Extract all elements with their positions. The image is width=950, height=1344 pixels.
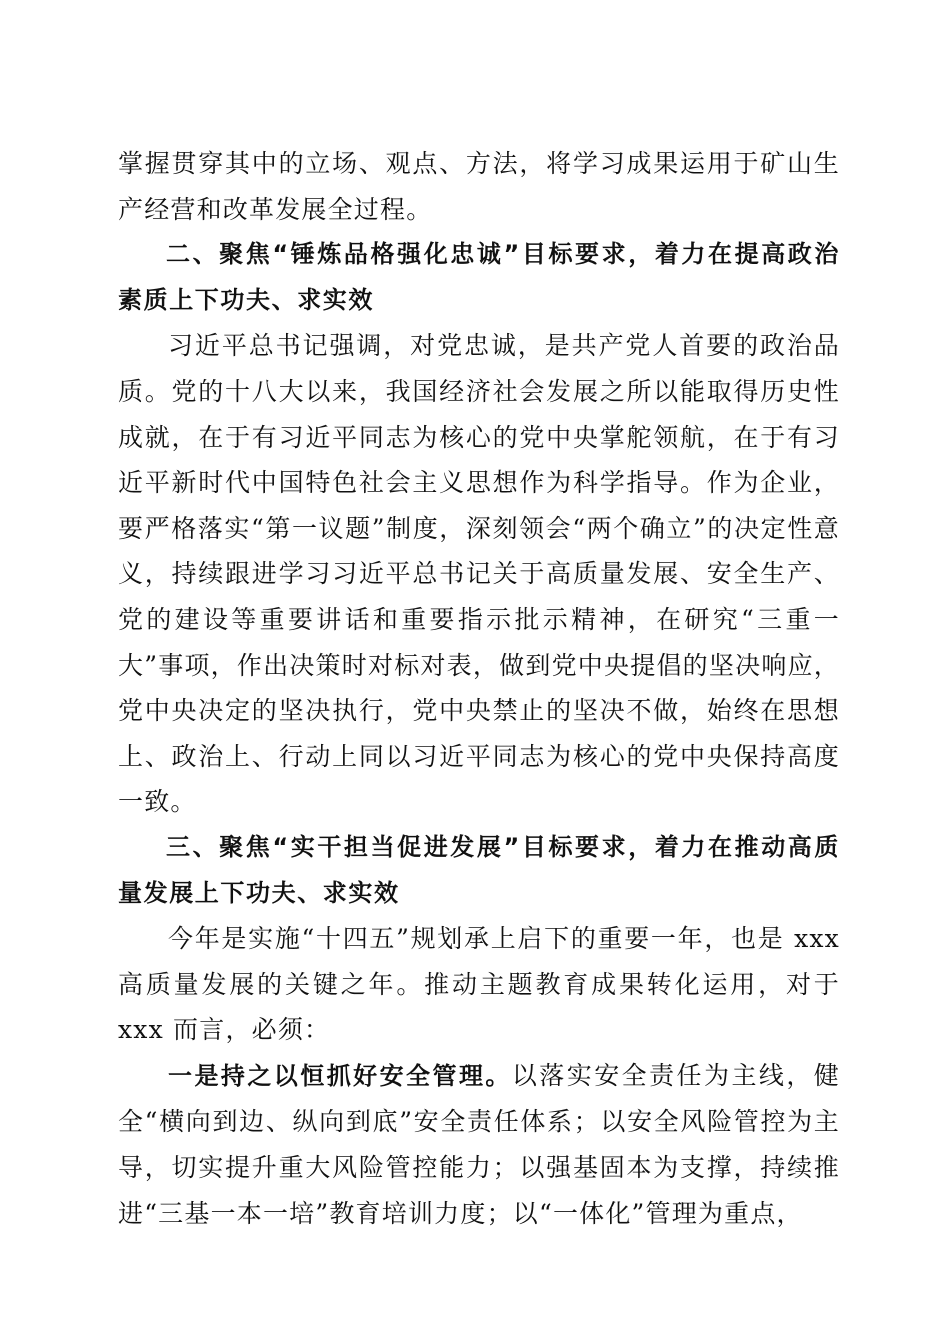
- document-body: [118, 141, 840, 1236]
- point-1-body: 以落实安全责任为主线，健全“横向到边、纵向到底”安全责任体系；以安全风险管控为主导，切实提升重大风险管控能力；以强基固本为支撑，持续推进“三基一本一培”教育培训力度；以“一体化”管理为重点，: [118, 1060, 840, 1228]
- point-1-paragraph: [118, 1053, 840, 1236]
- point-1-lead: 一是持之以恒抓好安全管理。: [168, 1061, 512, 1090]
- continuation-paragraph: 掌握贯穿其中的立场、观点、方法，将学习成果运用于矿山生产经营和改革发展全过程。: [118, 149, 840, 224]
- section-3-paragraph: 今年是实施“十四五”规划承上启下的重要一年，也是 xxx 高质量发展的关键之年。推动主题教育成果转化运用，对于 xxx 而言，必须：: [118, 924, 840, 1045]
- section-2-paragraph: 习近平总书记强调，对党忠诚，是共产党人首要的政治品质。党的十八大以来，我国经济社会发展之所以能取得历史性成就，在于有习近平同志为核心的党中央掌舵领航，在于有习近平新时代中国特色社会主义思想作为科学指导。作为企业，要严格落实“第一议题”制度，深刻领会“两个确立”的决定性意义，持续跟进学习习近平总书记关于高质量发展、安全生产、党的建设等重要讲话和重要指示批示精神，在研究“三重一大”事项，作出决策时对标对表，做到党中央提倡的坚决响应，党中央决定的坚决执行，党中央禁止的坚决不做，始终在思想上、政治上、行动上同以习近平同志为核心的党中央保持高度一致。: [118, 331, 840, 817]
- section-heading-3: 三、聚焦“实干担当促进发展”目标要求，着力在推动高质量发展上下功夫、求实效: [118, 832, 840, 907]
- section-heading-2: 二、聚焦“锤炼品格强化忠诚”目标要求，着力在提高政治素质上下功夫、求实效: [118, 240, 840, 314]
